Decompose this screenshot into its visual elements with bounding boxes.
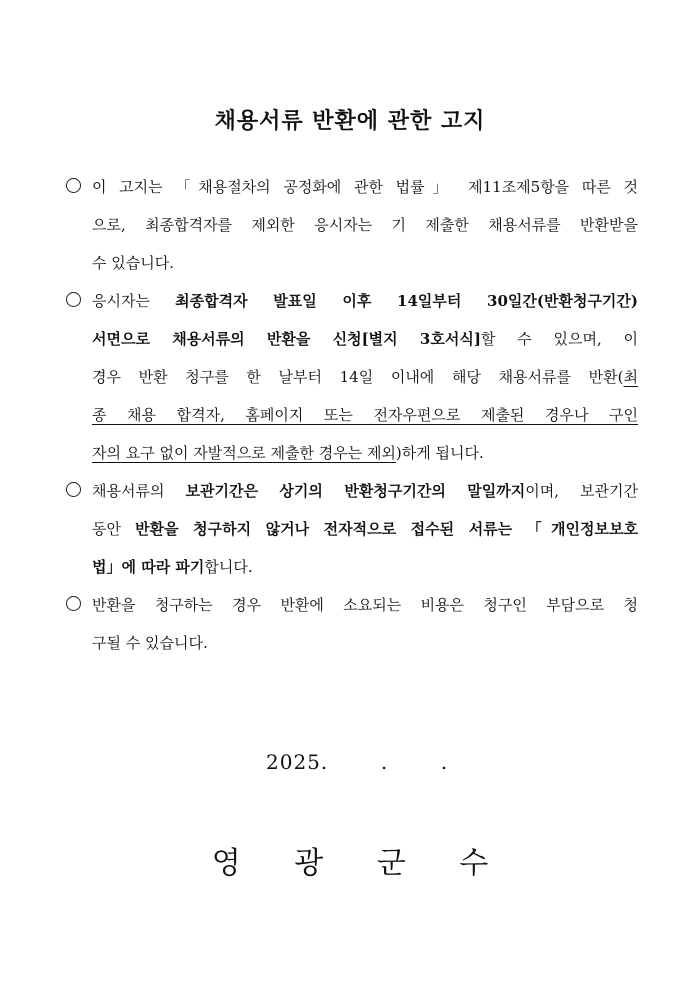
notice-line <box>92 358 638 396</box>
text-segment: 경우 반환 청구를 한 날부터 14일 이내에 해당 채용서류를 반환( <box>92 368 624 386</box>
notice-line <box>92 244 638 282</box>
underlined-text: 자의 요구 없이 자발적으로 제출한 경우는 제외 <box>92 444 396 462</box>
bold-text: 법」에 따라 파기 <box>92 558 205 576</box>
notice-line <box>92 586 638 624</box>
notice-line <box>92 320 638 358</box>
text-segment: 할 수 있으며, 이 <box>480 330 638 348</box>
notice-line <box>92 472 638 510</box>
circle-bullet-icon <box>66 482 81 497</box>
circle-bullet-icon <box>66 292 81 307</box>
underlined-text: 최 <box>623 368 638 386</box>
circle-bullet-icon <box>66 596 81 611</box>
bold-text: 최종합격자 발표일 이후 14일부터 30일간(반환청구기간) <box>175 292 639 310</box>
date-year: 2025. <box>266 750 329 774</box>
notice-item <box>66 472 638 586</box>
text-segment: )하게 됩니다. <box>395 444 484 462</box>
underlined-text: 종 채용 합격자, 홈페이지 또는 전자우편으로 제출된 경우나 구인 <box>92 406 638 424</box>
bold-text: 반환을 청구하지 않거나 전자적으로 접수된 서류는 「개인정보보호 <box>135 520 638 538</box>
notice-line <box>92 168 638 206</box>
text-segment: 으로, 최종합격자를 제외한 응시자는 기 제출한 채용서류를 반환받을 <box>92 216 638 234</box>
text-segment: 구될 수 있습니다. <box>92 634 208 652</box>
circle-bullet-icon <box>66 178 81 193</box>
text-segment: 동안 <box>92 520 136 538</box>
notice-line <box>92 434 638 472</box>
document-title: 채용서류 반환에 관한 고지 <box>214 109 486 134</box>
text-segment: 채용서류의 <box>92 482 186 500</box>
notice-line <box>92 510 638 548</box>
text-segment: 반환을 청구하는 경우 반환에 소요되는 비용은 청구인 부담으로 청 <box>92 596 638 614</box>
text-segment: 합니다. <box>204 558 253 576</box>
notice-line <box>92 624 638 662</box>
notice-item <box>66 586 638 662</box>
notice-items <box>66 168 638 662</box>
notice-line <box>92 282 638 320</box>
text-segment: 수 있습니다. <box>92 254 174 272</box>
text-segment: 응시자는 <box>92 292 176 310</box>
text-segment: 이 고지는 「채용절차의 공정화에 관한 법률」 제11조제5항을 따른 것 <box>92 178 638 196</box>
notice-line <box>92 206 638 244</box>
notice-line <box>92 396 638 434</box>
bold-text: 보관기간은 상기의 반환청구기간의 말일까지 <box>185 482 526 500</box>
notice-item <box>66 282 638 472</box>
notice-item <box>66 168 638 282</box>
notice-line <box>92 548 638 586</box>
bold-text: 서면으로 채용서류의 반환을 신청[별지 3호서식] <box>92 330 481 348</box>
text-segment: 이며, 보관기간 <box>525 482 639 500</box>
signer-name: 영 광 군 수 <box>211 846 511 881</box>
date-month-dot: . <box>380 750 389 774</box>
date-line <box>266 750 448 774</box>
date-day-dot: . <box>440 750 449 774</box>
